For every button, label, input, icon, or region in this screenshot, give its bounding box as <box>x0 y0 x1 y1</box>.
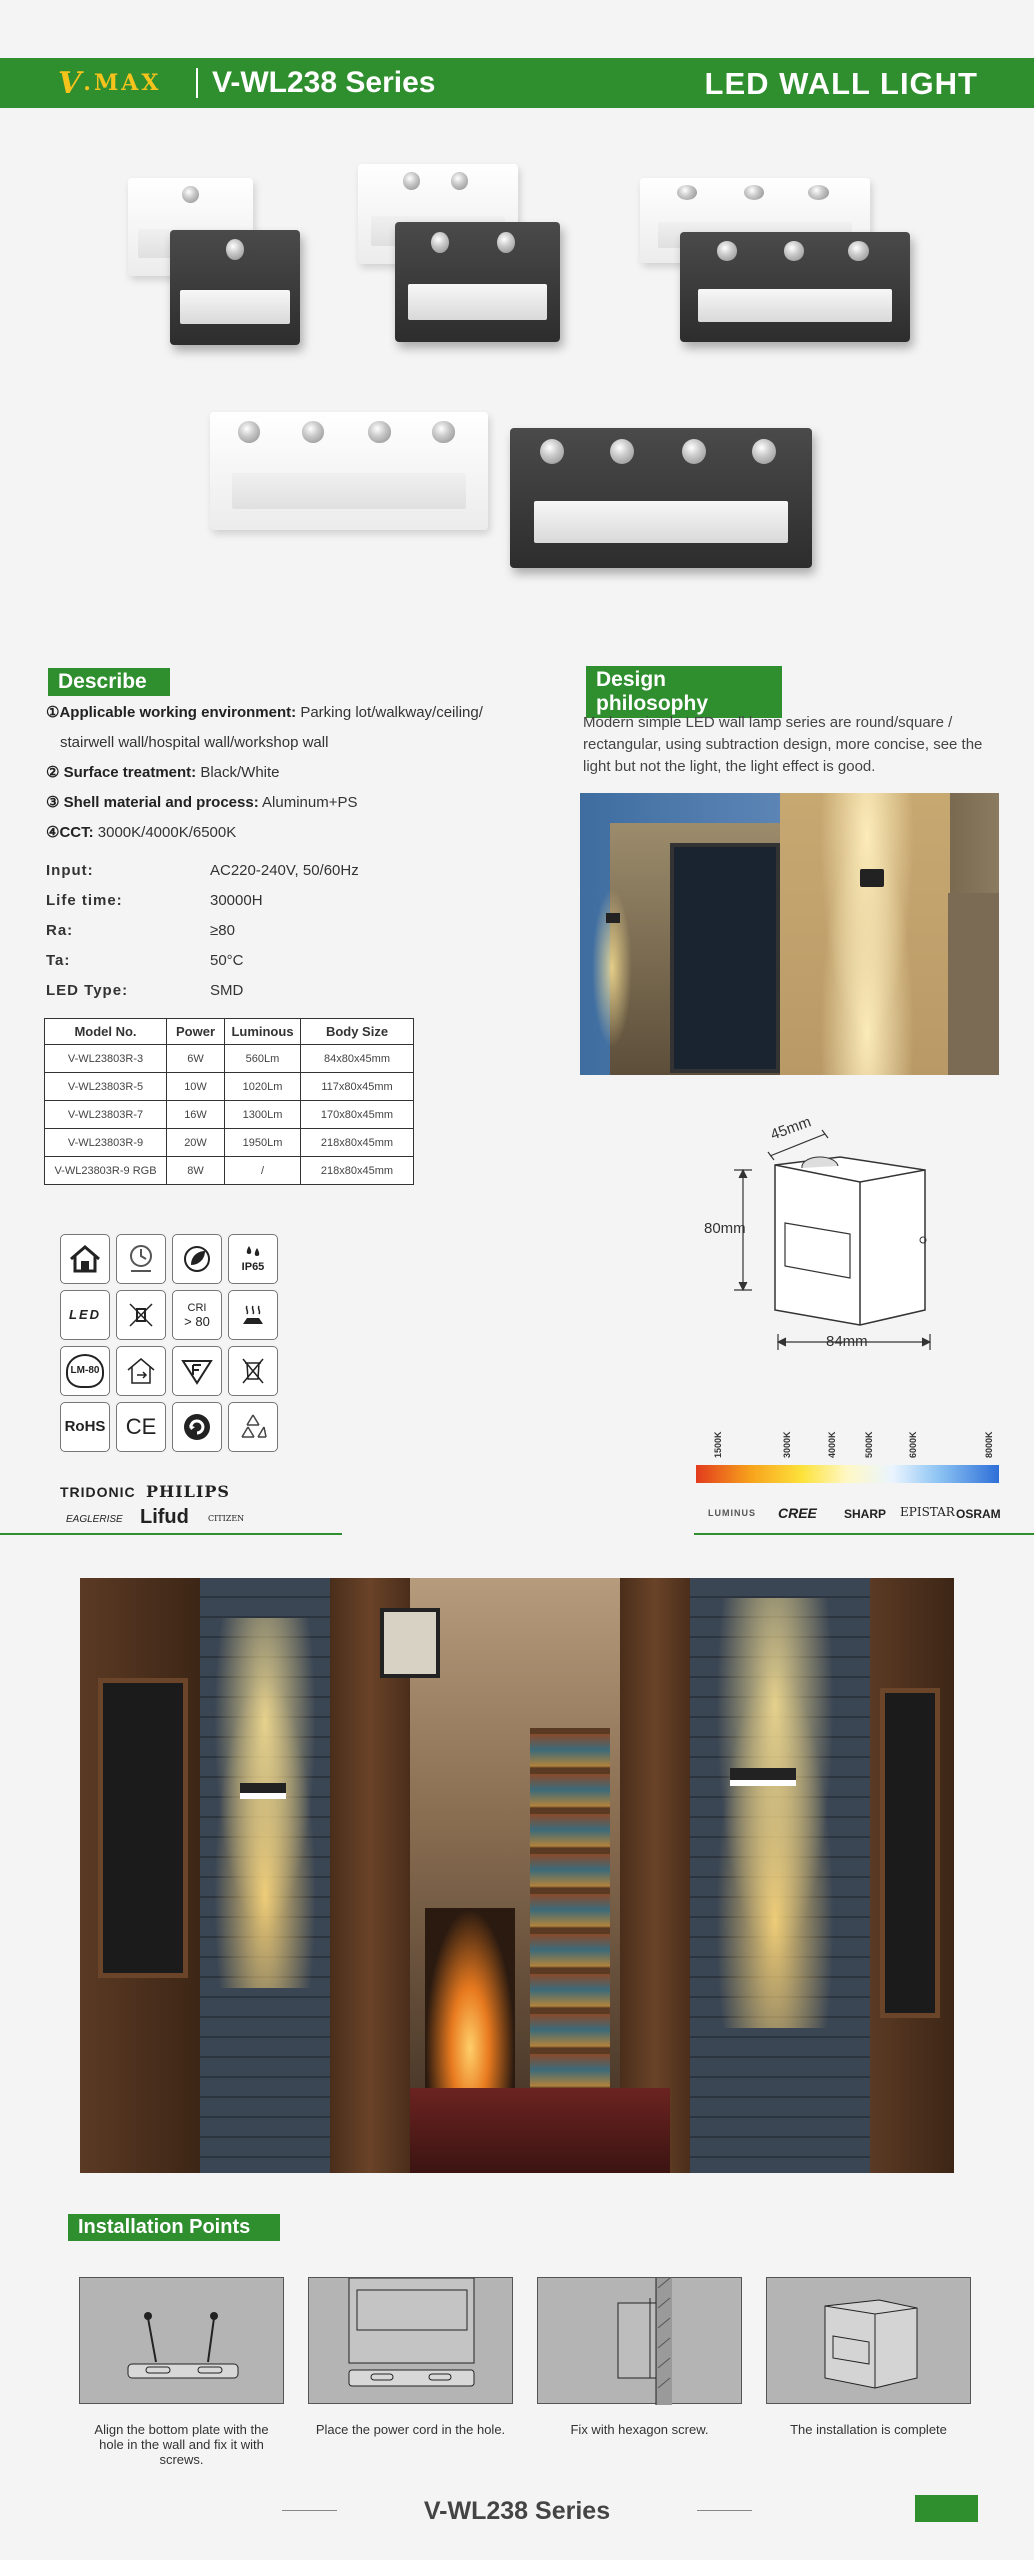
table-row: V-WL23803R-9 20W 1950Lm 218x80x45mm <box>45 1129 414 1157</box>
cri-icon: CRI > 80 <box>172 1290 222 1340</box>
col-luminous: Luminous <box>225 1019 301 1045</box>
header-divider <box>196 68 198 98</box>
install-step-2-caption: Place the power cord in the hole. <box>315 2422 506 2437</box>
cct-tick-4000: 4000K <box>827 1431 837 1458</box>
product-gallery <box>0 150 1034 630</box>
brand-luminus: LUMINUS <box>708 1508 756 1518</box>
vmax-logo: V .MAX <box>58 65 162 101</box>
install-step-3-caption: Fix with hexagon screw. <box>570 2422 709 2437</box>
dimension-depth: 45mm <box>768 1113 814 1144</box>
brand-epistar: EPISTAR <box>900 1505 955 1519</box>
table-row: V-WL23803R-7 16W 1300Lm 170x80x45mm <box>45 1101 414 1129</box>
recycle-icon <box>228 1402 278 1452</box>
weee-bin-icon <box>228 1346 278 1396</box>
led-icon: LED <box>60 1290 110 1340</box>
brand-tridonic: TRIDONIC <box>60 1484 136 1500</box>
lamp-black-5 <box>395 222 560 342</box>
cct-tick-6000: 6000K <box>908 1431 918 1458</box>
describe-list <box>46 698 546 848</box>
table-row: V-WL23803R-3 6W 560Lm 84x80x45mm <box>45 1045 414 1073</box>
col-model: Model No. <box>45 1019 167 1045</box>
install-step-2-image <box>308 2277 513 2404</box>
describe-item-1: ①Applicable working environment: Parking lot/walkway/ceiling/ <box>46 704 483 721</box>
no-flicker-icon <box>116 1290 166 1340</box>
describe-item-4: ④CCT: 3000K/4000K/6500K <box>46 824 237 841</box>
design-tag: Design philosophy <box>586 666 782 718</box>
footer-series-title: V-WL238 Series <box>423 2497 611 2525</box>
lm80-icon: LM-80 <box>60 1346 110 1396</box>
lamp-white-9 <box>210 412 488 530</box>
install-step-1-image <box>79 2277 284 2404</box>
ip65-icon: IP65 <box>228 1234 278 1284</box>
install-step-3-image <box>537 2277 742 2404</box>
describe-item-1b: stairwell wall/hospital wall/workshop wall <box>60 734 329 751</box>
indoor-house-icon <box>116 1346 166 1396</box>
heat-dissipation-icon <box>228 1290 278 1340</box>
table-header-row <box>45 1019 414 1045</box>
spec-input: Input: AC220-240V, 50/60Hz <box>46 861 359 879</box>
brand-sharp: SHARP <box>844 1507 887 1521</box>
dimension-width: 84mm <box>826 1333 868 1350</box>
describe-tag: Describe <box>48 668 170 696</box>
lamp-black-3 <box>170 230 300 345</box>
cct-tick-3000: 3000K <box>782 1431 792 1458</box>
brand-philips: PHILIPS <box>146 1482 230 1501</box>
header-category: LED WALL LIGHT <box>704 66 978 101</box>
cct-tick-8000: 8000K <box>984 1431 994 1458</box>
cct-tick-5000: 5000K <box>864 1431 874 1458</box>
brand-cree: CREE <box>778 1505 817 1521</box>
lamp-black-9 <box>510 428 812 568</box>
eco-leaf-icon <box>172 1234 222 1284</box>
brand-eaglerise: EAGLERISE <box>66 1514 123 1525</box>
ce-icon: CE <box>116 1402 166 1452</box>
table-row: V-WL23803R-9 RGB 8W / 218x80x45mm <box>45 1157 414 1185</box>
recycle-circle-icon <box>172 1402 222 1452</box>
cct-bar <box>696 1465 999 1483</box>
spec-ta: Ta: 50°C <box>46 951 244 969</box>
col-body-size: Body Size <box>301 1019 414 1045</box>
header-series-title: V-WL238 Series <box>212 66 436 99</box>
brand-citizen: CITIZEN <box>208 1514 245 1523</box>
describe-item-2: ② Surface treatment: Black/White <box>46 764 280 781</box>
table-row: V-WL23803R-5 10W 1020Lm 117x80x45mm <box>45 1073 414 1101</box>
house-icon <box>60 1234 110 1284</box>
install-step-4-image <box>766 2277 971 2404</box>
spec-lifetime: Life time: 30000H <box>46 891 263 909</box>
rohs-icon: RoHS <box>60 1402 110 1452</box>
col-power: Power <box>167 1019 225 1045</box>
f-mark-icon <box>172 1346 222 1396</box>
footer-line-right <box>697 2510 752 2511</box>
install-step-1-caption: Align the bottom plate with the hole in the wall and fix it with screws. <box>94 2422 269 2467</box>
footer-green-block <box>915 2495 978 2522</box>
install-step-4-caption: The installation is complete <box>790 2422 947 2437</box>
left-divider <box>0 1533 342 1535</box>
installation-tag: Installation Points <box>68 2214 280 2241</box>
lamp-black-7 <box>680 232 910 342</box>
describe-item-3: ③ Shell material and process: Aluminum+PS <box>46 794 358 811</box>
right-divider <box>694 1533 1034 1535</box>
cct-tick-1500: 1500K <box>713 1431 723 1458</box>
lifespan-icon <box>116 1234 166 1284</box>
dimension-height: 80mm <box>704 1220 746 1237</box>
header-bar <box>0 58 1034 108</box>
brand-osram: OSRAM <box>956 1507 1001 1521</box>
design-text: Modern simple LED wall lamp series are round/square / rectangular, using subtraction design, more concise, see the light but not the light, the light effect is good. <box>583 714 983 775</box>
spec-ra: Ra: ≥80 <box>46 921 235 939</box>
spec-led-type: LED Type: SMD <box>46 981 244 999</box>
model-table <box>44 1018 414 1185</box>
scene-photo <box>80 1578 954 2173</box>
building-photo <box>580 793 999 1075</box>
brand-lifud: Lifud <box>140 1506 189 1528</box>
